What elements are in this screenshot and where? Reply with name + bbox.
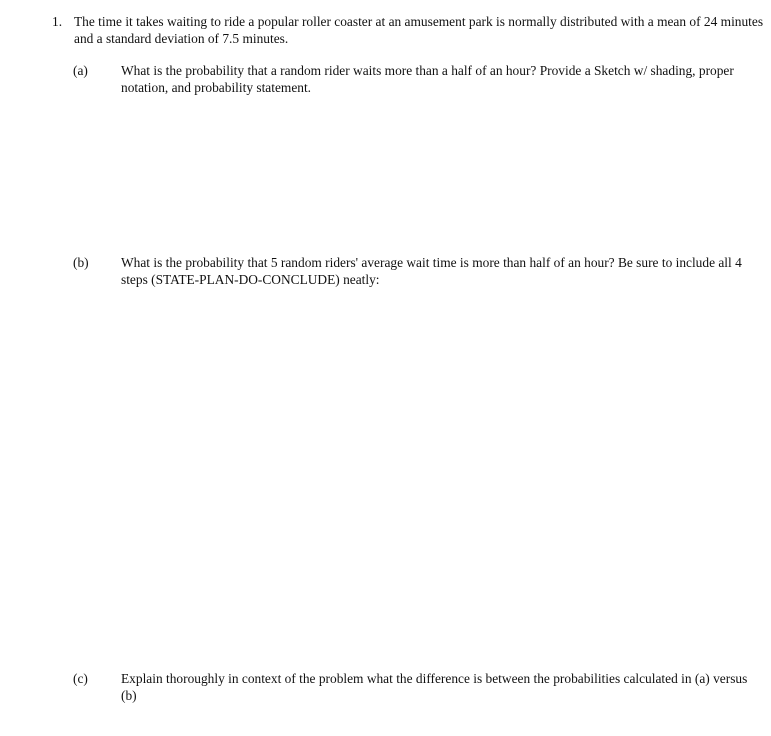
part-a-prompt: What is the probability that a random rider waits more than a half of an hour? Provide a Sketch w/ shading, proper notation, and probability statement. xyxy=(121,63,734,95)
question-number: 1. xyxy=(52,14,63,29)
part-a-label: (a) xyxy=(73,63,88,78)
part-b-answer-space xyxy=(121,292,761,662)
part-c-prompt: Explain thoroughly in context of the problem what the difference is between the probabilities calculated in (a) versus (b) xyxy=(121,671,748,703)
part-c-label: (c) xyxy=(73,671,88,686)
question-stem: The time it takes waiting to ride a popular roller coaster at an amusement park is normally distributed with a mean of 24 minutes and a standard deviation of 7.5 minutes. xyxy=(74,14,764,46)
part-a-answer-space xyxy=(121,100,761,245)
part-b-prompt: What is the probability that 5 random riders' average wait time is more than half of an hour? Be sure to include all 4 steps (STATE-PLAN-DO-CONCLUDE) neatly: xyxy=(121,255,742,287)
part-c-answer-space xyxy=(121,707,761,732)
part-b-label: (b) xyxy=(73,255,89,270)
